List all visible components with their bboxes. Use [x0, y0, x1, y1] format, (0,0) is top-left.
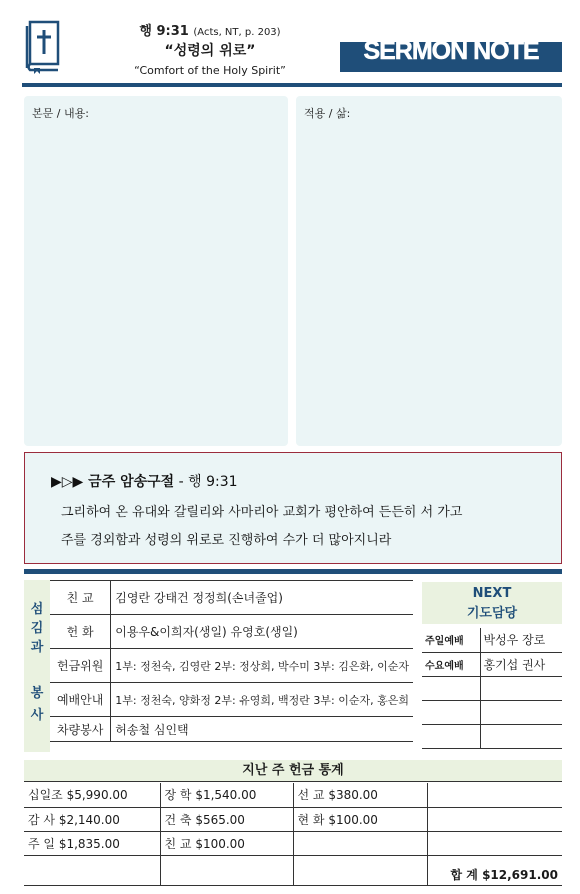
- service-row-value: 허송철 심인택: [111, 717, 413, 742]
- table-row: [50, 717, 413, 742]
- offering-title: 지난 주 헌금 통계: [24, 760, 562, 782]
- table-row: [50, 649, 413, 683]
- offering-table: [24, 783, 562, 886]
- header-divider: [22, 83, 562, 87]
- service-row-value: 1부: 정천숙, 김영란 2부: 정상희, 박수미 3부: 김은화, 이순자: [111, 649, 413, 683]
- table-row: 십일조 $5,990.00 장 학 $1,540.00 선 교 $380.00: [24, 783, 562, 807]
- service-row-value: 1부: 정천숙, 양화정 2부: 유영희, 백정란 3부: 이순자, 홍은희: [111, 683, 413, 717]
- service-row-label: 친 교: [50, 581, 111, 615]
- prayer-table: [422, 628, 562, 749]
- section-divider: [24, 569, 562, 574]
- notes-content-panel[interactable]: [24, 96, 288, 446]
- table-row: [50, 683, 413, 717]
- memory-verse-box: [24, 452, 562, 564]
- next-prayer-header: NEXT 기도담당: [422, 582, 562, 624]
- table-row: 주일예배 박성우 장로: [422, 628, 562, 652]
- service-table: [50, 580, 413, 742]
- notes-application-panel[interactable]: [296, 96, 562, 446]
- verse-reference: 행 9:31 (Acts, NT, p. 203): [139, 24, 281, 39]
- table-row: [422, 700, 562, 724]
- sermon-title: “성령의 위로”: [164, 43, 256, 59]
- memory-verse-title: ▶▷▶ 금주 암송구절 - 행 9:31: [51, 474, 238, 490]
- sermon-subtitle: “Comfort of the Holy Spirit”: [134, 64, 286, 77]
- table-row: [50, 615, 413, 649]
- table-row: 수요예배 홍기섭 권사: [422, 652, 562, 676]
- service-row-label: 헌금위원: [50, 649, 111, 683]
- table-row: [422, 724, 562, 748]
- table-row: 주 일 $1,835.00 친 교 $100.00: [24, 831, 562, 855]
- memory-verse-line-2: 주를 경외함과 성령의 위로로 진행하여 수가 더 많아지니라: [61, 533, 392, 548]
- memory-verse-line-1: 그리하여 온 유대와 갈릴리와 사마리아 교회가 평안하여 든든히 서 가고: [61, 505, 463, 520]
- page-header: [0, 0, 580, 88]
- offering-total: 합 계 $12,691.00: [427, 855, 562, 885]
- service-row-value: 이용우&이희자(생일) 유영호(생일): [111, 615, 413, 649]
- service-row-label: 헌 화: [50, 615, 111, 649]
- table-row: [422, 676, 562, 700]
- bible-icon: [24, 20, 64, 74]
- sermon-note-badge: SERMON NOTE: [340, 42, 562, 72]
- table-row: [24, 855, 562, 885]
- table-row: [50, 581, 413, 615]
- application-label: 적용 / 삶:: [304, 107, 351, 120]
- content-label: 본문 / 내용:: [32, 107, 89, 120]
- service-row-label: 예배안내: [50, 683, 111, 717]
- table-row: 감 사 $2,140.00 건 축 $565.00 현 화 $100.00: [24, 807, 562, 831]
- service-row-label: 차량봉사: [50, 717, 111, 742]
- service-row-value: 김영란 강태건 정정희(손녀졸업): [111, 581, 413, 615]
- service-side-label: 섬 김 과 봉 사: [24, 580, 50, 752]
